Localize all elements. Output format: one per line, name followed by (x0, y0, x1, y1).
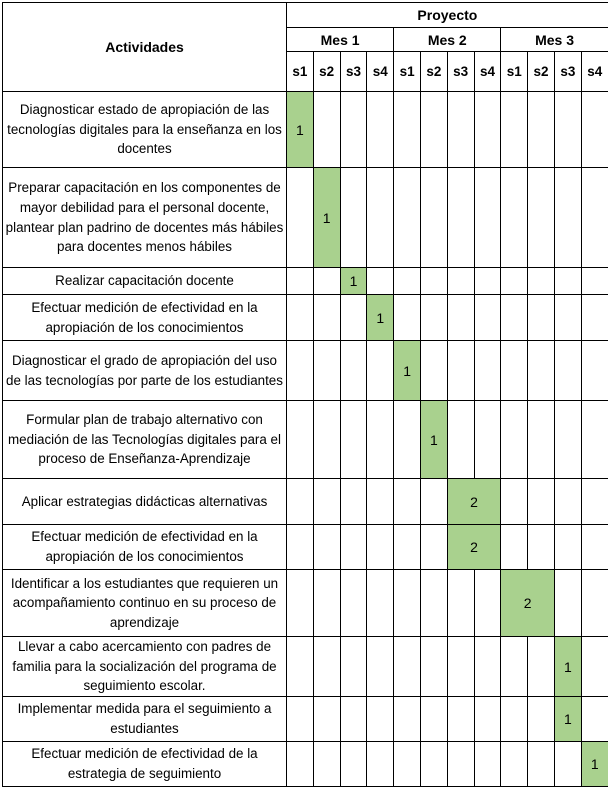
empty-week-cell (447, 168, 474, 268)
empty-week-cell (581, 268, 608, 295)
schedule-bar: 2 (501, 570, 555, 637)
empty-week-cell (340, 637, 367, 697)
empty-week-cell (474, 742, 501, 787)
empty-week-cell (474, 570, 501, 637)
empty-week-cell (287, 697, 314, 742)
empty-week-cell (528, 525, 555, 570)
empty-week-cell (528, 742, 555, 787)
table-header (3, 3, 608, 92)
empty-week-cell (474, 168, 501, 268)
activity-name: Implementar medida para el seguimiento a estudiantes (3, 697, 287, 742)
empty-week-cell (528, 295, 555, 341)
activity-name: Aplicar estrategias didácticas alternativas (3, 479, 287, 525)
activity-name: Efectuar medición de efectividad en la apropiación de los conocimientos (3, 295, 287, 341)
activity-row (3, 479, 608, 525)
activity-row (3, 697, 608, 742)
empty-week-cell (447, 401, 474, 479)
empty-week-cell (313, 637, 340, 697)
empty-week-cell (528, 479, 555, 525)
week-header: s2 (528, 52, 555, 92)
month-header: Mes 3 (501, 28, 608, 52)
empty-week-cell (287, 295, 314, 341)
empty-week-cell (554, 341, 581, 401)
empty-week-cell (501, 742, 528, 787)
empty-week-cell (340, 570, 367, 637)
empty-week-cell (313, 92, 340, 168)
empty-week-cell (581, 637, 608, 697)
empty-week-cell (394, 525, 421, 570)
schedule-bar: 1 (340, 268, 367, 295)
month-header: Mes 2 (394, 28, 501, 52)
activity-row (3, 525, 608, 570)
empty-week-cell (394, 570, 421, 637)
empty-week-cell (340, 341, 367, 401)
activity-schedule-table (2, 2, 608, 787)
activity-row (3, 92, 608, 168)
empty-week-cell (420, 168, 447, 268)
empty-week-cell (313, 697, 340, 742)
week-header: s3 (447, 52, 474, 92)
empty-week-cell (474, 268, 501, 295)
empty-week-cell (474, 295, 501, 341)
empty-week-cell (501, 697, 528, 742)
empty-week-cell (501, 295, 528, 341)
empty-week-cell (447, 92, 474, 168)
project-header: Proyecto (287, 3, 608, 28)
activity-name: Identificar a los estudiantes que requieren un acompañamiento continuo en su proceso de aprendizaje (3, 570, 287, 637)
empty-week-cell (447, 742, 474, 787)
activity-name: Formular plan de trabajo alternativo con mediación de las Tecnologías digitales para el proceso de Enseñanza-Aprendizaje (3, 401, 287, 479)
activity-name: Diagnosticar el grado de apropiación del uso de las tecnologías por parte de los estudiantes (3, 341, 287, 401)
week-header: s2 (313, 52, 340, 92)
empty-week-cell (554, 570, 581, 637)
empty-week-cell (474, 401, 501, 479)
week-header: s1 (394, 52, 421, 92)
empty-week-cell (394, 697, 421, 742)
schedule-bar: 2 (447, 479, 501, 525)
activity-name: Diagnosticar estado de apropiación de las tecnologías digitales para la enseñanza en los docentes (3, 92, 287, 168)
activity-name: Realizar capacitación docente (3, 268, 287, 295)
empty-week-cell (581, 92, 608, 168)
empty-week-cell (340, 525, 367, 570)
empty-week-cell (313, 479, 340, 525)
empty-week-cell (554, 268, 581, 295)
week-header: s4 (474, 52, 501, 92)
empty-week-cell (313, 295, 340, 341)
empty-week-cell (287, 525, 314, 570)
schedule-body (3, 92, 608, 787)
empty-week-cell (313, 742, 340, 787)
empty-week-cell (420, 742, 447, 787)
activity-name: Llevar a cabo acercamiento con padres de familia para la socialización del programa de seguimiento escolar. (3, 637, 287, 697)
empty-week-cell (554, 295, 581, 341)
week-header: s1 (501, 52, 528, 92)
empty-week-cell (340, 168, 367, 268)
empty-week-cell (528, 268, 555, 295)
empty-week-cell (367, 570, 394, 637)
schedule-bar: 1 (554, 637, 581, 697)
empty-week-cell (394, 92, 421, 168)
activity-row (3, 268, 608, 295)
empty-week-cell (420, 341, 447, 401)
empty-week-cell (420, 295, 447, 341)
empty-week-cell (420, 479, 447, 525)
empty-week-cell (287, 268, 314, 295)
activity-name: Efectuar medición de efectividad de la estrategia de seguimiento (3, 742, 287, 787)
empty-week-cell (367, 168, 394, 268)
empty-week-cell (394, 479, 421, 525)
empty-week-cell (420, 92, 447, 168)
empty-week-cell (501, 92, 528, 168)
empty-week-cell (340, 92, 367, 168)
empty-week-cell (394, 637, 421, 697)
empty-week-cell (554, 401, 581, 479)
empty-week-cell (447, 341, 474, 401)
empty-week-cell (528, 401, 555, 479)
empty-week-cell (501, 268, 528, 295)
empty-week-cell (581, 479, 608, 525)
empty-week-cell (287, 341, 314, 401)
empty-week-cell (287, 479, 314, 525)
empty-week-cell (447, 697, 474, 742)
empty-week-cell (528, 168, 555, 268)
activity-row (3, 168, 608, 268)
empty-week-cell (287, 570, 314, 637)
activity-row (3, 742, 608, 787)
empty-week-cell (367, 92, 394, 168)
empty-week-cell (367, 479, 394, 525)
empty-week-cell (528, 697, 555, 742)
empty-week-cell (287, 401, 314, 479)
empty-week-cell (528, 92, 555, 168)
empty-week-cell (528, 637, 555, 697)
empty-week-cell (420, 570, 447, 637)
week-header: s1 (287, 52, 314, 92)
empty-week-cell (554, 168, 581, 268)
empty-week-cell (581, 295, 608, 341)
empty-week-cell (501, 479, 528, 525)
empty-week-cell (581, 168, 608, 268)
empty-week-cell (367, 637, 394, 697)
empty-week-cell (287, 742, 314, 787)
empty-week-cell (447, 570, 474, 637)
empty-week-cell (420, 268, 447, 295)
empty-week-cell (340, 742, 367, 787)
week-header: s4 (367, 52, 394, 92)
empty-week-cell (394, 742, 421, 787)
empty-week-cell (501, 341, 528, 401)
empty-week-cell (367, 268, 394, 295)
empty-week-cell (501, 168, 528, 268)
schedule-bar: 1 (581, 742, 608, 787)
empty-week-cell (394, 295, 421, 341)
empty-week-cell (474, 92, 501, 168)
empty-week-cell (367, 697, 394, 742)
month-header: Mes 1 (287, 28, 394, 52)
empty-week-cell (581, 341, 608, 401)
empty-week-cell (581, 570, 608, 637)
activity-row (3, 637, 608, 697)
schedule-bar: 1 (394, 341, 421, 401)
week-header: s4 (581, 52, 608, 92)
schedule-bar: 1 (287, 92, 314, 168)
empty-week-cell (474, 697, 501, 742)
empty-week-cell (340, 401, 367, 479)
activity-row (3, 570, 608, 637)
empty-week-cell (447, 295, 474, 341)
empty-week-cell (581, 697, 608, 742)
empty-week-cell (394, 401, 421, 479)
week-header: s2 (420, 52, 447, 92)
empty-week-cell (474, 341, 501, 401)
empty-week-cell (501, 401, 528, 479)
empty-week-cell (554, 525, 581, 570)
empty-week-cell (420, 637, 447, 697)
empty-week-cell (367, 401, 394, 479)
activity-name: Efectuar medición de efectividad en la apropiación de los conocimientos (3, 525, 287, 570)
empty-week-cell (313, 401, 340, 479)
activity-row (3, 295, 608, 341)
empty-week-cell (501, 637, 528, 697)
activity-row (3, 401, 608, 479)
week-header: s3 (340, 52, 367, 92)
empty-week-cell (554, 479, 581, 525)
empty-week-cell (447, 268, 474, 295)
activity-name: Preparar capacitación en los componentes de mayor debilidad para el personal docente, plantear plan padrino de docentes más hábiles para docentes menos hábiles (3, 168, 287, 268)
empty-week-cell (287, 637, 314, 697)
schedule-bar: 1 (554, 697, 581, 742)
schedule-bar: 1 (367, 295, 394, 341)
empty-week-cell (581, 401, 608, 479)
empty-week-cell (474, 637, 501, 697)
empty-week-cell (340, 479, 367, 525)
schedule-bar: 1 (313, 168, 340, 268)
empty-week-cell (313, 268, 340, 295)
schedule-bar: 1 (420, 401, 447, 479)
empty-week-cell (313, 570, 340, 637)
empty-week-cell (394, 168, 421, 268)
activities-header: Actividades (3, 3, 287, 92)
empty-week-cell (313, 341, 340, 401)
empty-week-cell (554, 92, 581, 168)
empty-week-cell (528, 341, 555, 401)
empty-week-cell (501, 525, 528, 570)
activity-row (3, 341, 608, 401)
empty-week-cell (287, 168, 314, 268)
empty-week-cell (420, 525, 447, 570)
schedule-bar: 2 (447, 525, 501, 570)
empty-week-cell (394, 268, 421, 295)
empty-week-cell (447, 637, 474, 697)
empty-week-cell (340, 697, 367, 742)
empty-week-cell (367, 341, 394, 401)
empty-week-cell (554, 742, 581, 787)
week-header: s3 (554, 52, 581, 92)
empty-week-cell (420, 697, 447, 742)
empty-week-cell (581, 525, 608, 570)
empty-week-cell (367, 742, 394, 787)
empty-week-cell (340, 295, 367, 341)
empty-week-cell (313, 525, 340, 570)
empty-week-cell (367, 525, 394, 570)
